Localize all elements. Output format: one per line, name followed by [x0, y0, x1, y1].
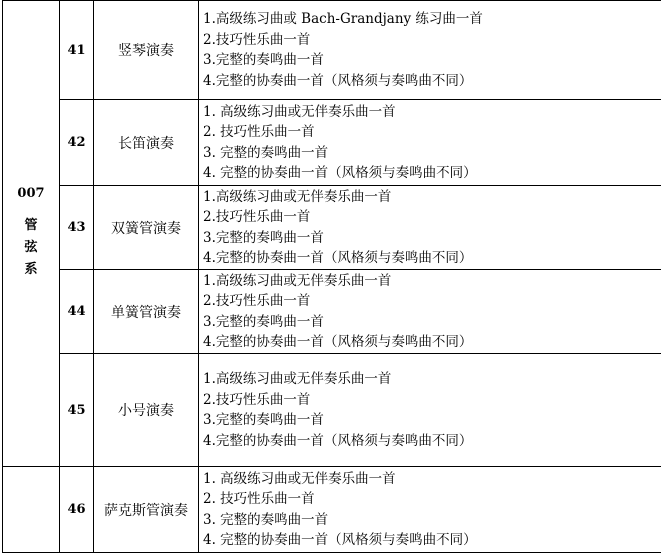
table-row — [3, 467, 661, 553]
requirement-item: 2.技巧性乐曲一首 — [203, 209, 311, 225]
major-name: 双簧管演奏 — [94, 186, 199, 270]
major-number: 46 — [60, 467, 94, 553]
requirement-item: 2. 技巧性乐曲一首 — [203, 124, 315, 140]
requirements-cell — [199, 270, 661, 354]
department-name-char: 弦 — [24, 240, 38, 255]
requirements-cell — [199, 354, 661, 467]
requirements-cell — [199, 186, 661, 270]
department-name-char: 系 — [24, 262, 38, 277]
requirement-item: 4.完整的协奏曲一首（风格须与奏鸣曲不同） — [203, 432, 473, 449]
requirement-item: 2.技巧性乐曲一首 — [203, 293, 311, 309]
requirement-item: 1.高级练习曲或无伴奏乐曲一首 — [203, 188, 392, 205]
requirement-item: 3.完整的奏鸣曲一首 — [203, 412, 324, 428]
requirement-item: 3. 完整的奏鸣曲一首 — [203, 511, 329, 528]
requirement-item: 3. 完整的奏鸣曲一首 — [203, 144, 329, 161]
requirement-item: 1.高级练习曲或无伴奏乐曲一首 — [203, 371, 392, 387]
requirement-item: 2.技巧性乐曲一首 — [203, 31, 311, 48]
requirement-item: 3.完整的奏鸣曲一首 — [203, 313, 324, 330]
requirement-item: 2.技巧性乐曲一首 — [203, 391, 311, 408]
table-row — [3, 100, 661, 186]
table-row — [3, 186, 661, 270]
major-name: 萨克斯管演奏 — [94, 467, 199, 553]
major-number: 41 — [60, 1, 94, 100]
department-cell — [3, 1, 60, 467]
requirements-cell — [199, 100, 661, 186]
requirement-item: 4.完整的协奏曲一首（风格须与奏鸣曲不同） — [203, 72, 473, 89]
department-name-char: 管 — [24, 218, 38, 233]
major-number: 45 — [60, 354, 94, 467]
requirement-item: 1. 高级练习曲或无伴奏乐曲一首 — [203, 103, 396, 120]
requirement-item: 2. 技巧性乐曲一首 — [203, 491, 315, 507]
major-name: 单簧管演奏 — [94, 270, 199, 354]
requirement-item: 4.完整的协奏曲一首（风格须与奏鸣曲不同） — [203, 250, 473, 266]
requirement-item: 3.完整的奏鸣曲一首 — [203, 229, 324, 246]
department-cell — [3, 467, 60, 553]
requirement-item: 4. 完整的协奏曲一首（风格须与奏鸣曲不同） — [203, 165, 477, 181]
requirements-cell — [199, 467, 661, 553]
table-row — [3, 354, 661, 467]
major-number: 44 — [60, 270, 94, 354]
table-row — [3, 270, 661, 354]
requirement-item: 1. 高级练习曲或无伴奏乐曲一首 — [203, 470, 396, 487]
major-number: 42 — [60, 100, 94, 186]
requirement-item: 4. 完整的协奏曲一首（风格须与奏鸣曲不同） — [203, 532, 477, 548]
requirement-item: 4.完整的协奏曲一首（风格须与奏鸣曲不同） — [203, 334, 473, 350]
major-number: 43 — [60, 186, 94, 270]
table-row — [3, 1, 661, 100]
requirements-cell — [199, 1, 661, 100]
major-name: 竖琴演奏 — [94, 1, 199, 100]
exam-requirements-table — [2, 0, 661, 553]
major-name: 长笛演奏 — [94, 100, 199, 186]
major-name: 小号演奏 — [94, 354, 199, 467]
requirement-item: 3.完整的奏鸣曲一首 — [203, 52, 324, 68]
department-code: 007 — [17, 186, 45, 201]
requirement-item: 1.高级练习曲或无伴奏乐曲一首 — [203, 272, 392, 289]
requirement-item: 1.高级练习曲或 Bach-Grandjany 练习曲一首 — [203, 11, 483, 27]
